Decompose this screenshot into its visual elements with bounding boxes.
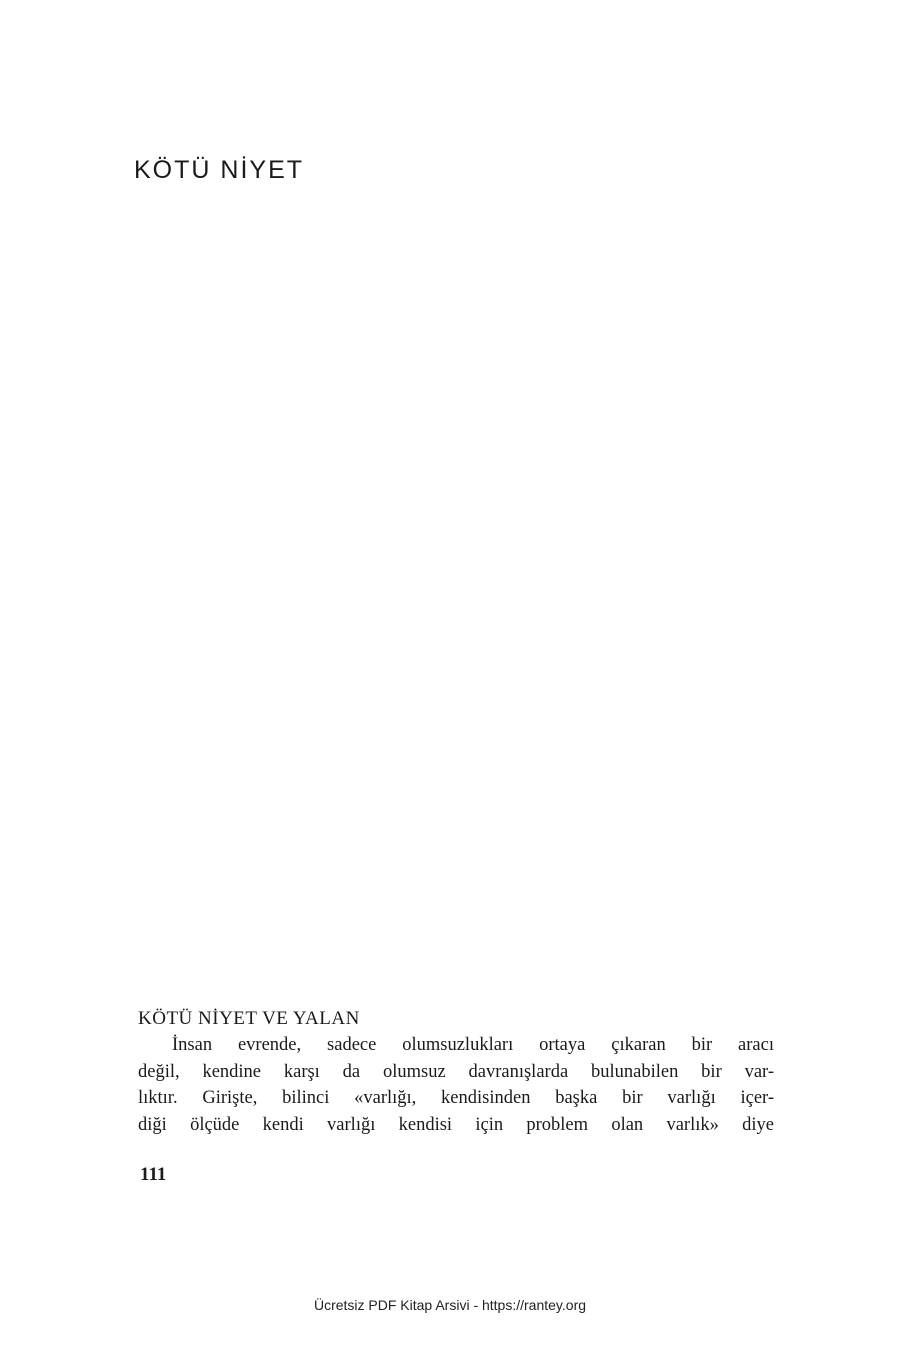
- chapter-title: KÖTÜ NİYET: [134, 156, 305, 184]
- body-paragraph: [138, 1032, 774, 1138]
- footer-text: Ücretsiz PDF Kitap Arsivi - https://rantey.org: [313, 1297, 587, 1313]
- page-number: 111: [140, 1164, 167, 1185]
- body-line: lıktır. Girişte, bilinci «varlığı, kendisinden başka bir varlığı içer-: [138, 1088, 774, 1108]
- body-line: İnsan evrende, sadece olumsuzlukları ortaya çıkaran bir aracı: [172, 1035, 774, 1055]
- body-line: değil, kendine karşı da olumsuz davranışlarda bulunabilen bir var-: [138, 1061, 774, 1082]
- section: [138, 1006, 774, 1138]
- section-heading: KÖTÜ NİYET VE YALAN: [138, 1008, 360, 1029]
- body-line: diği ölçüde kendi varlığı kendisi için problem olan varlık» diye: [138, 1114, 774, 1135]
